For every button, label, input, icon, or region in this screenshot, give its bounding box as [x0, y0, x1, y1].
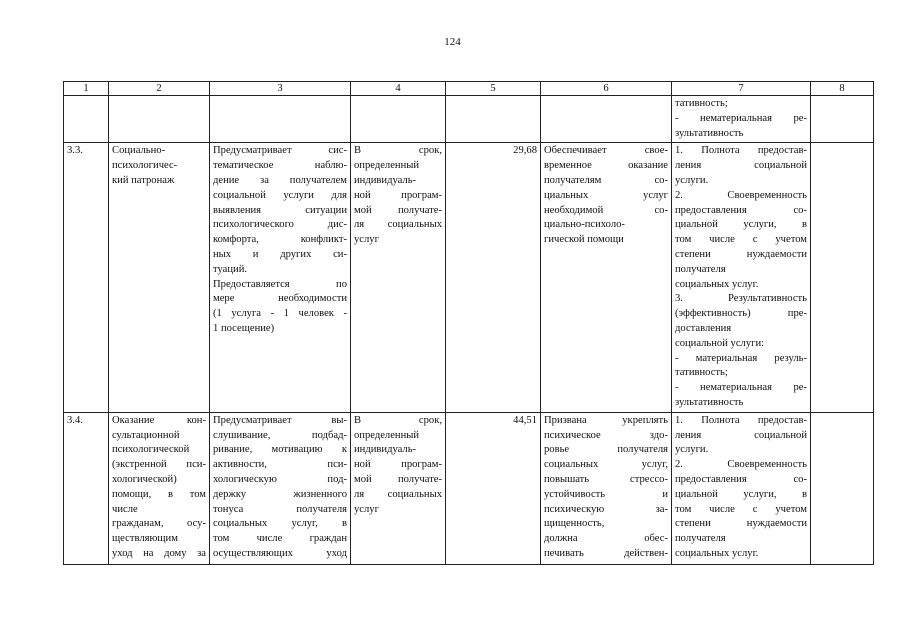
text-line: циальной услуги, в	[675, 219, 807, 231]
text-line: В срок,	[354, 414, 442, 426]
text-line: услуги.	[675, 174, 709, 186]
column-number-5: 5	[446, 82, 541, 96]
text-line: комфорта, конфликт-	[213, 234, 347, 246]
text-line: уход на дому за	[112, 547, 206, 559]
text-line: устойчивость и	[544, 488, 668, 500]
text-line: социальных услуг,	[544, 459, 668, 471]
text-line: психологичес-	[112, 160, 178, 172]
text-line: хологическую под-	[213, 473, 347, 485]
cell-service-description	[210, 412, 351, 564]
text-line: сультационной	[112, 429, 180, 441]
text-line: циально-психоло-	[544, 219, 625, 231]
services-table	[63, 81, 874, 565]
text-line: кий патронаж	[112, 174, 175, 186]
cell-empty	[109, 96, 210, 143]
text-line: циальной услуги, в	[675, 488, 807, 500]
text-line: доставления	[675, 322, 732, 334]
cell-service-term	[351, 143, 446, 412]
cell-service-name	[109, 143, 210, 412]
text-line: зультативность	[675, 127, 744, 139]
text-line: необходимой со-	[544, 204, 668, 216]
column-number-1: 1	[64, 82, 109, 96]
cell-tariff: 44,51	[446, 412, 541, 564]
cell-empty	[541, 96, 672, 143]
cell-service-term	[351, 412, 446, 564]
text-line: социальных услуг, в	[213, 518, 347, 530]
cell-service-name	[109, 412, 210, 564]
text-line: ля социальных	[354, 219, 442, 231]
text-line: том числе граждан	[213, 533, 347, 545]
text-line: держку жизненного	[213, 488, 347, 500]
text-line: ления социальной	[675, 160, 807, 172]
text-line: предоставления со-	[675, 473, 807, 485]
text-line: ривание, мотивацию к	[213, 444, 347, 456]
cell-service-purpose	[541, 412, 672, 564]
text-line: индивидуаль-	[354, 444, 417, 456]
text-line: (эффективность) пре-	[675, 308, 807, 320]
text-line: активности, пси-	[213, 459, 347, 471]
text-line: услуг	[354, 503, 379, 515]
text-line: хологической)	[112, 473, 177, 485]
column-number-3: 3	[210, 82, 351, 96]
cell-empty	[64, 96, 109, 143]
cell-empty	[210, 96, 351, 143]
cell-service-description	[210, 143, 351, 412]
cell-empty	[811, 96, 874, 143]
text-line: 3. Результативность	[675, 293, 807, 305]
cell-service-purpose	[541, 143, 672, 412]
text-line: ной програм-	[354, 459, 442, 471]
table-row	[64, 143, 874, 412]
text-line: - материальная резуль-	[675, 352, 807, 364]
text-line: 1. Полнота предостав-	[675, 414, 807, 426]
text-line: получателя	[675, 263, 726, 275]
cell-quality-criteria	[672, 143, 811, 412]
text-line: социальных услуг.	[675, 278, 759, 290]
cell-tariff: 29,68	[446, 143, 541, 412]
text-line: помощи, в том	[112, 488, 206, 500]
text-line: В срок,	[354, 145, 442, 157]
text-line: предоставления со-	[675, 204, 807, 216]
text-line: зультативность	[675, 396, 744, 408]
text-line: (1 услуга - 1 человек -	[213, 308, 347, 320]
text-line: мой получате-	[354, 204, 442, 216]
text-line: степени нуждаемости	[675, 248, 807, 260]
text-line: ных и других си-	[213, 248, 347, 260]
text-line: Предусматривает сис-	[213, 145, 347, 157]
text-line: временное оказание	[544, 160, 668, 172]
text-line: социальной услуги для	[213, 189, 347, 201]
text-line: тативность;	[675, 98, 728, 109]
text-line: - нематериальная ре-	[675, 382, 807, 394]
text-line: ления социальной	[675, 429, 807, 441]
text-line: (экстренной пси-	[112, 459, 206, 471]
text-line: мере необходимости	[213, 293, 347, 305]
text-line: ществляющим	[112, 533, 178, 545]
text-line: 2. Своевременность	[675, 459, 807, 471]
text-line: выявления ситуации	[213, 204, 347, 216]
text-line: 2. Своевременность	[675, 189, 807, 201]
text-line: психологической	[112, 444, 190, 456]
text-line: мой получате-	[354, 473, 442, 485]
text-line: щищенность,	[544, 518, 605, 530]
text-line: - нематериальная ре-	[675, 112, 807, 124]
text-line: ровье получателя	[544, 444, 668, 456]
table-row-continuation	[64, 96, 874, 143]
cell-quality-criteria	[672, 412, 811, 564]
text-line: степени нуждаемости	[675, 518, 807, 530]
text-line: ля социальных	[354, 488, 442, 500]
text-line: психическую за-	[544, 503, 668, 515]
text-line: дение за получателем	[213, 174, 347, 186]
column-number-2: 2	[109, 82, 210, 96]
column-number-7: 7	[672, 82, 811, 96]
text-line: должна обес-	[544, 533, 668, 545]
text-line: осуществляющих уход	[213, 547, 347, 559]
row-number: 3.4.	[64, 412, 109, 564]
text-line: психологического дис-	[213, 219, 347, 231]
text-line: гической помощи	[544, 234, 624, 246]
text-line: туаций.	[213, 263, 248, 275]
text-line: получателя	[675, 533, 726, 545]
text-line: Предусматривает вы-	[213, 414, 347, 426]
text-line: повышать стрессо-	[544, 473, 668, 485]
cell-empty	[446, 96, 541, 143]
text-line: слушивание, подбад-	[213, 429, 347, 441]
text-line: 1 посещение)	[213, 322, 275, 334]
text-line: услуги.	[675, 444, 709, 456]
text-line: ной програм-	[354, 189, 442, 201]
text-line: числе	[112, 503, 138, 515]
row-number: 3.3.	[64, 143, 109, 412]
text-line: психическое здо-	[544, 429, 668, 441]
text-line: Призвана укреплять	[544, 414, 668, 426]
text-line: услуг	[354, 234, 379, 246]
text-line: тематическое наблю-	[213, 160, 347, 172]
cell-empty	[811, 143, 874, 412]
text-line: тонуса получателя	[213, 503, 347, 515]
text-line: гражданам, осу-	[112, 518, 206, 530]
text-line: Обеспечивает свое-	[544, 145, 668, 157]
table-header-row	[64, 82, 874, 96]
text-line: индивидуаль-	[354, 174, 417, 186]
text-line: Социально-	[112, 145, 166, 157]
text-line: том числе с учетом	[675, 503, 807, 515]
text-line: определенный	[354, 160, 420, 172]
text-line: тативность;	[675, 367, 728, 379]
text-line: Предоставляется по	[213, 278, 347, 290]
text-line: получателям со-	[544, 174, 668, 186]
table-row	[64, 412, 874, 564]
text-line: определенный	[354, 429, 420, 441]
text-line: Оказание кон-	[112, 414, 206, 426]
cell-empty	[811, 412, 874, 564]
text-line: печивать действен-	[544, 547, 668, 559]
text-line: циальных услуг	[544, 189, 668, 201]
cell-empty	[351, 96, 446, 143]
column-number-4: 4	[351, 82, 446, 96]
text-line: том числе с учетом	[675, 234, 807, 246]
text-line: 1. Полнота предостав-	[675, 145, 807, 157]
cell-quality-criteria	[672, 96, 811, 143]
text-line: социальной услуги:	[675, 337, 765, 349]
column-number-6: 6	[541, 82, 672, 96]
text-line: социальных услуг.	[675, 547, 759, 559]
column-number-8: 8	[811, 82, 874, 96]
page-number: 124	[444, 36, 461, 48]
